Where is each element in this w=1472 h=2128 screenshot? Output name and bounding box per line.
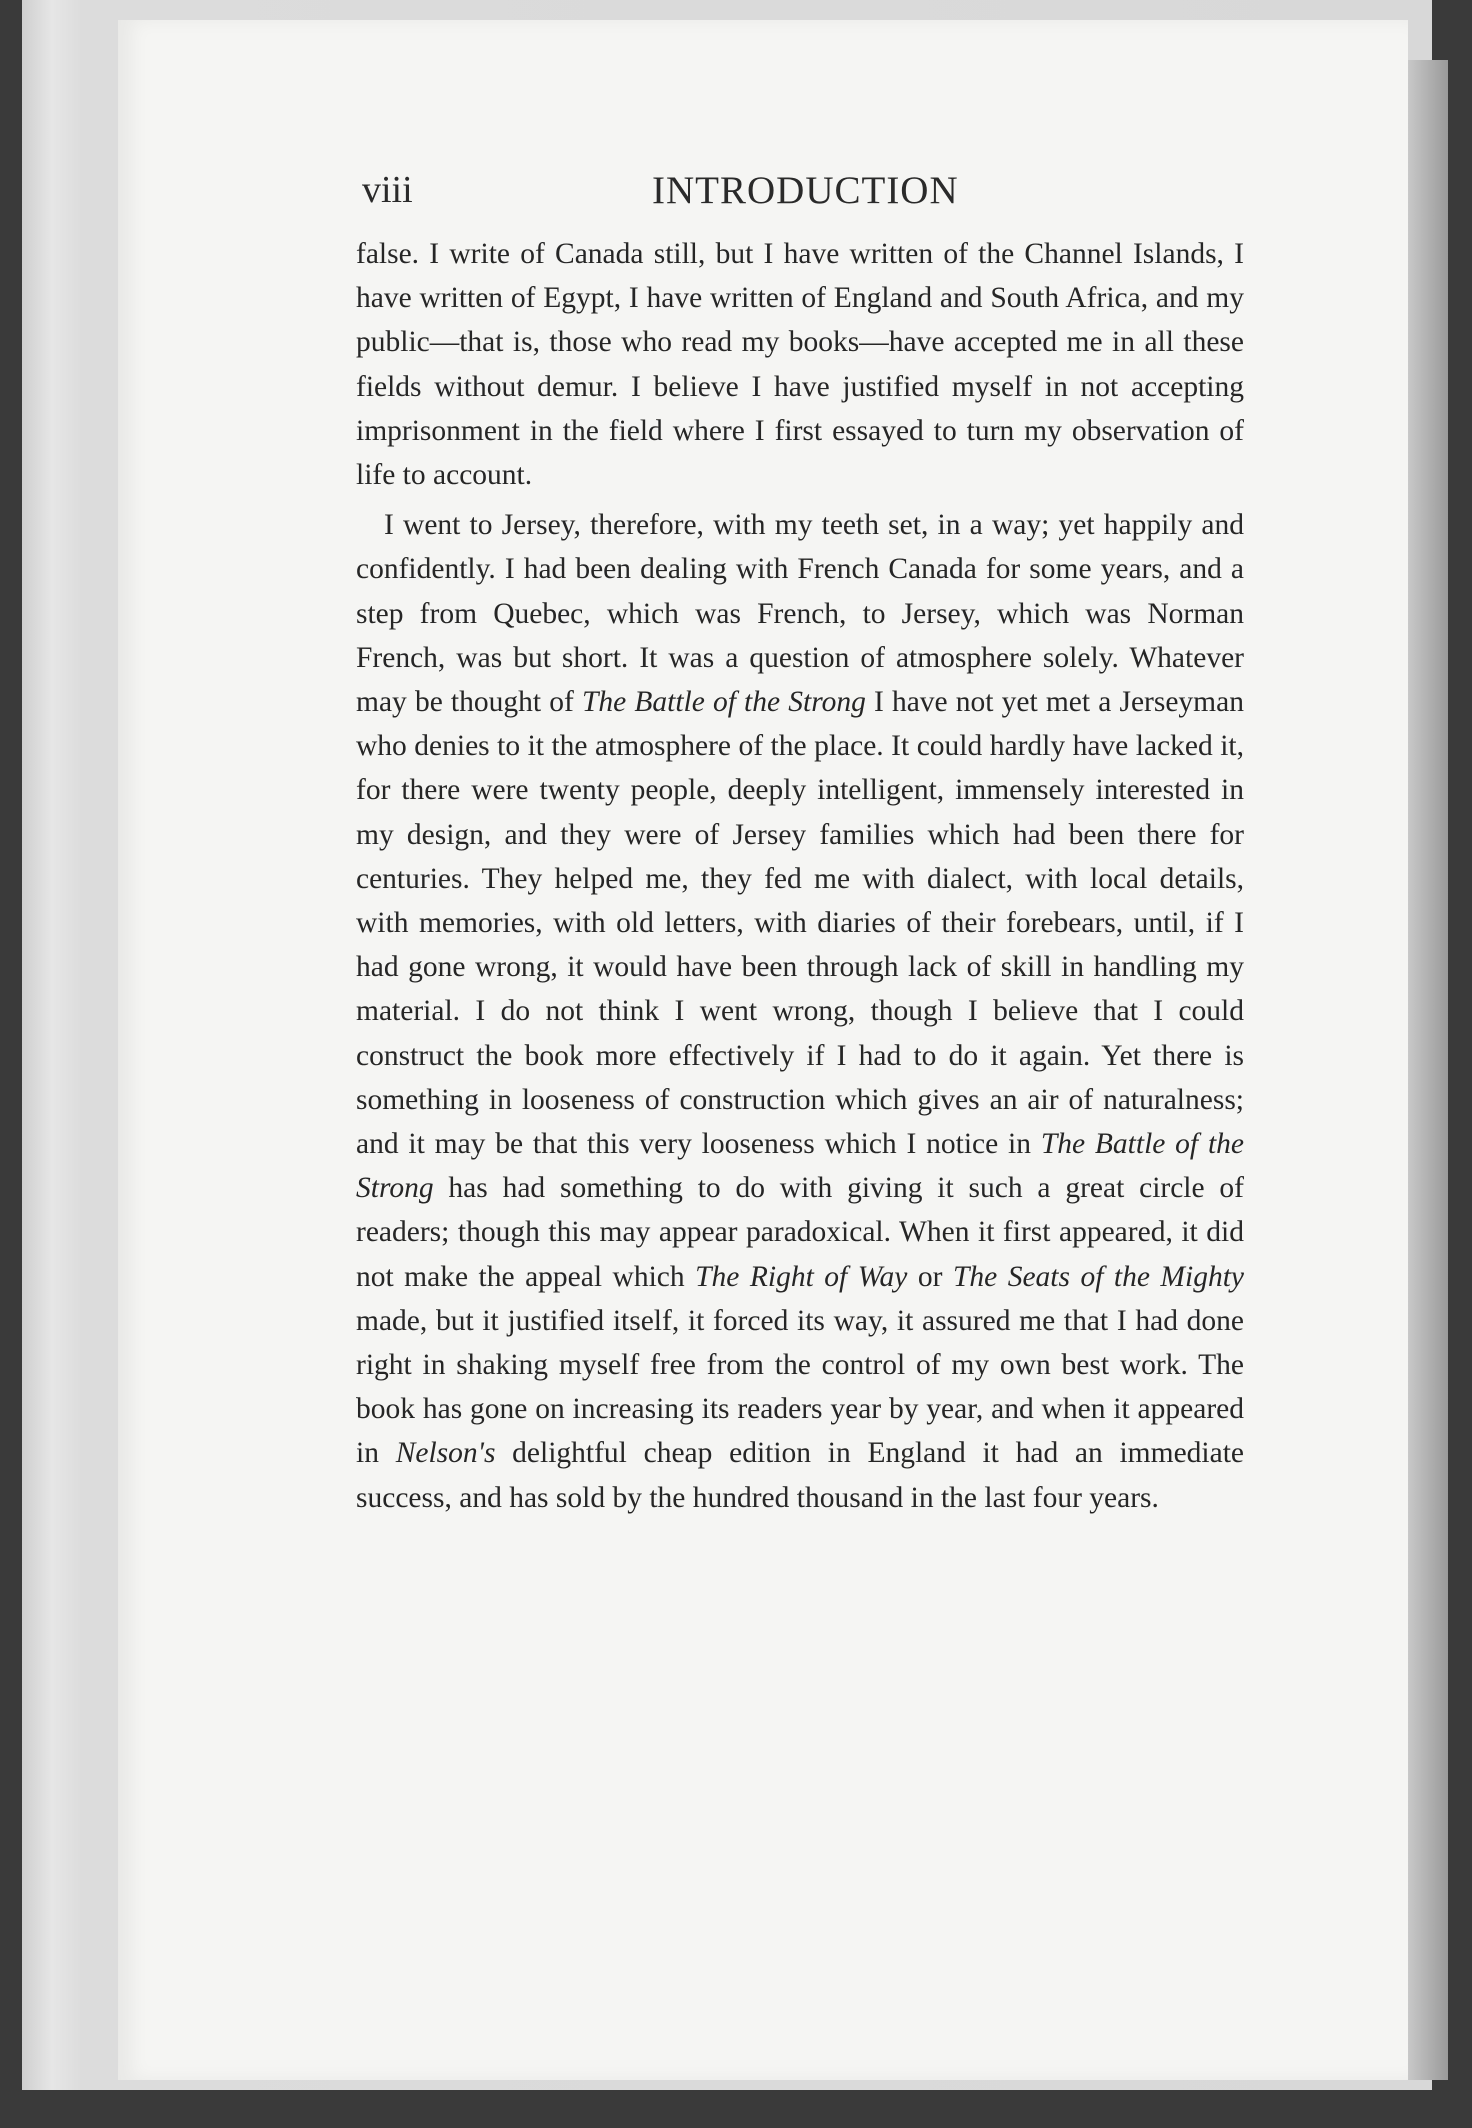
text-segment: false. I write of Canada still, but I have written of the Channel Islands, I have written of Egypt, I have written of England and South Africa, and my public—that is, those who read my books—have accepted me in all these fields without demur. I believe I have justified myself in not accepting imprisonment in the field where I first essayed to turn my observation of life to account.	[356, 238, 1244, 492]
text-segment: delightful cheap edition in England it had an immediate success, and has sold by the hundred thousand in the last four years.	[356, 1437, 1244, 1514]
running-title: INTRODUCTION	[652, 169, 959, 212]
book-title: The Right of Way	[695, 1260, 908, 1293]
text-segment: made, but it justified itself, it forced its way, it assured me that I had done right in shaking myself free from the control of my own best work. The book has gone on increasing its readers year by year, and when it appeared in	[356, 1304, 1244, 1470]
paragraph	[356, 503, 1244, 1520]
text-segment: I went to Jersey, therefore, with my teeth set, in a way; yet happily and confidently. I had been dealing with French Canada for some years, and a step from Quebec, which was French, to Jersey, which was Norman French, was but short. It was a question of atmosphere solely. Whatever may be thought of	[356, 509, 1244, 719]
book-title: The Seats of the Mighty	[952, 1260, 1244, 1293]
page-number: viii	[362, 169, 413, 211]
text-segment: or	[907, 1260, 953, 1293]
text-segment: I have not yet met a Jerseyman who denies to it the atmosphere of the place. It could hardly have lacked it, for there were twenty people, deeply intelligent, immensely interested in my design, and they were of Jersey families which had been there for centuries. They helped me, they fed me with dialect, with local details, with memories, with old letters, with diaries of their forebears, until, if I had gone wrong, it would have been through lack of skill in handling my material. I do not think I went wrong, though I believe that I could construct the book more effectively if I had to do it again. Yet there is something in looseness of construction which gives an air of naturalness; and it may be that this very looseness which I notice in	[356, 686, 1244, 1161]
paragraph	[356, 232, 1244, 497]
book-title: The Battle of the Strong	[356, 1128, 1244, 1205]
body-text	[356, 232, 1244, 1520]
text-segment: has had something to do with giving it such a great circle of readers; though this may appear paradoxical. When it first appeared, it did not make the appeal which	[356, 1172, 1244, 1293]
book-title: The Battle of the Strong	[581, 686, 866, 719]
publisher-name: Nelson's	[395, 1437, 496, 1470]
